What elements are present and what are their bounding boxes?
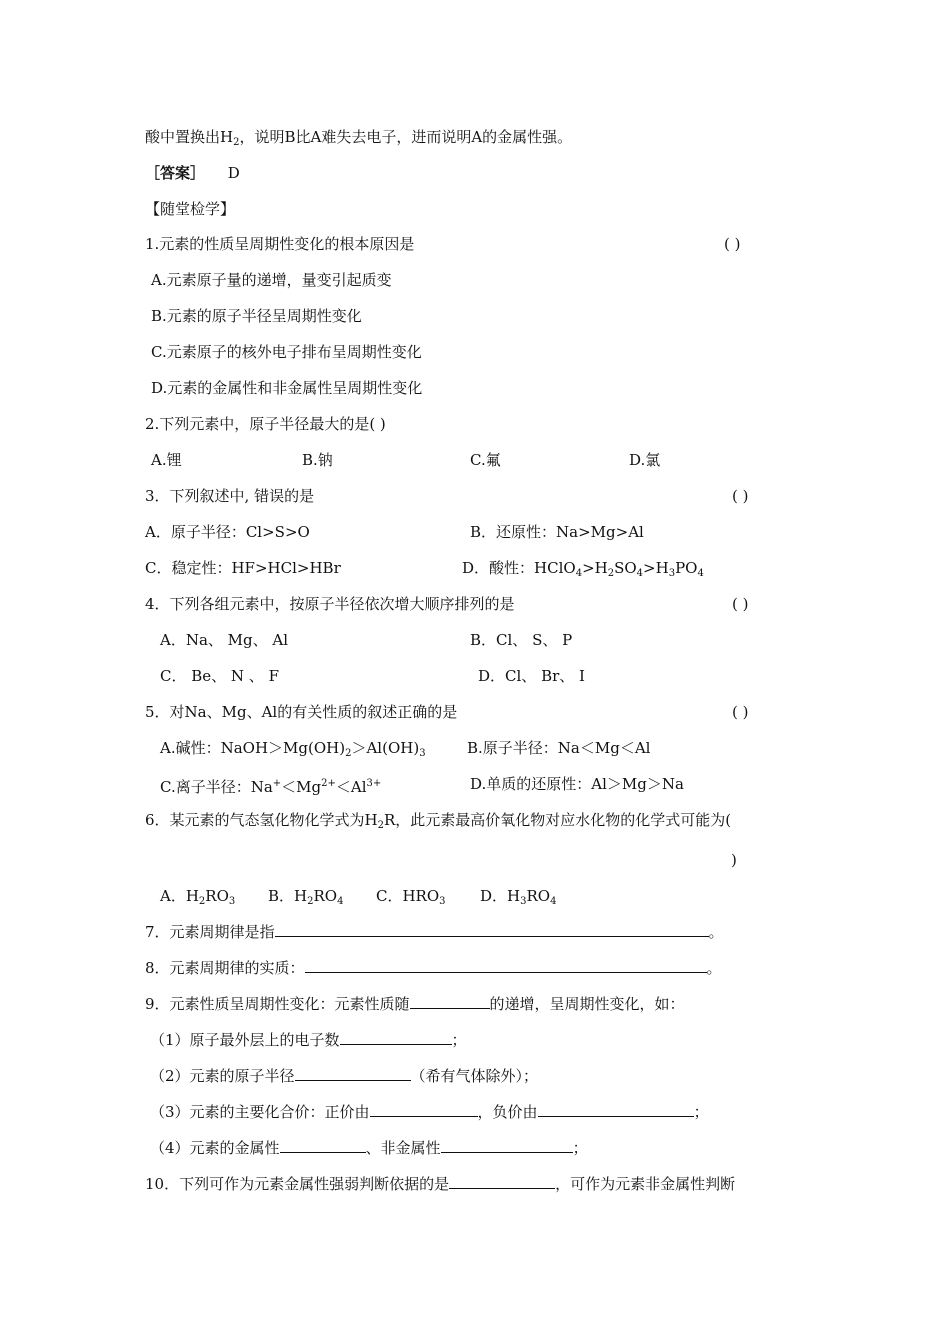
q10-stem: 10．下列可作为元素金属性强弱判断依据的是 [145, 1175, 450, 1193]
q6-b-text: B．H [268, 887, 308, 905]
q9-p3-text: （3）元素的主要化合价：正价由 [150, 1103, 370, 1121]
q10-stem: ，可作为元素非金属性判断 [555, 1175, 736, 1193]
answer-blank[interactable] [275, 922, 709, 937]
subscript: 3 [520, 896, 527, 907]
q6-option-c [376, 886, 446, 912]
q9-p4-end: ； [572, 1139, 588, 1157]
q3-d-text: >H [582, 559, 608, 577]
q2-option-c: C.氟 [470, 451, 501, 469]
q9-p1-text: （1）原子最外层上的电子数 [150, 1031, 340, 1049]
subscript: 2 [345, 748, 352, 759]
q6-c-text: C．HRO [376, 887, 440, 905]
q3-d-text: PO [675, 559, 698, 577]
answer-blank[interactable] [441, 1138, 573, 1153]
q6-d-text: RO [526, 887, 551, 905]
q2-option-d: D.氯 [629, 451, 661, 469]
section-title: 【随堂检学】 [145, 200, 236, 218]
q1-answer-paren: ( ) [724, 235, 741, 253]
q9-p1-end: ； [451, 1031, 467, 1049]
q3-option-b: B．还原性：Na>Mg>Al [470, 523, 644, 541]
superscript: 2+ [321, 778, 336, 789]
q7-stem: 7．元素周期律是指 [145, 923, 275, 941]
q6-option-d [480, 886, 556, 912]
q4-option-b: B．Cl、 S、 P [470, 631, 573, 649]
subscript: 3 [228, 896, 236, 907]
q4-answer-paren: ( ) [732, 595, 749, 613]
subscript: 4 [575, 568, 583, 579]
answer-value: D [227, 164, 240, 182]
q3-answer-paren: ( ) [732, 487, 749, 505]
q3-option-c: C．稳定性：HF>HCl>HBr [145, 559, 341, 577]
q9-stem: 9．元素性质呈周期性变化：元素性质随 [145, 995, 410, 1013]
subscript: 2 [307, 896, 314, 907]
q5-option-a [160, 738, 426, 764]
answer-blank[interactable] [305, 958, 707, 973]
q5-c-text: C.离子半径：Na [160, 778, 273, 796]
q5-c-text: ＜Mg [281, 778, 322, 796]
q4-stem: 4．下列各组元素中，按原子半径依次增大顺序排列的是 [145, 595, 515, 613]
q5-a-text: ＞Al(OH) [351, 739, 420, 757]
answer-blank[interactable] [449, 1174, 555, 1189]
superscript: 3+ [366, 778, 382, 789]
intro-line [145, 127, 572, 153]
q3-d-text: D．酸性：HClO [462, 559, 576, 577]
q9-line [145, 994, 685, 1014]
answer-label: ［答案］ [145, 164, 206, 182]
q7-line [145, 922, 724, 942]
q1-stem: 1.元素的性质呈周期性变化的根本原因是 [145, 235, 415, 253]
subscript: 4 [550, 896, 557, 907]
subscript: 2 [607, 568, 615, 579]
answer-blank[interactable] [538, 1102, 694, 1117]
q2-option-b: B.钠 [302, 451, 333, 469]
q6-d-text: D．H [480, 887, 521, 905]
q6-text: R，此元素最高价氧化物对应水化物的化学式可能为( [384, 811, 732, 829]
q6-a-text: A．H [160, 887, 199, 905]
answer-blank[interactable] [410, 994, 490, 1009]
q6-stem [145, 810, 731, 836]
intro-text-b: ，说明B比A难失去电子，进而说明A的金属性强。 [239, 128, 573, 146]
q9-stem: 的递增，呈周期性变化，如： [489, 995, 685, 1013]
q1-option-c: C.元素原子的核外电子排布呈周期性变化 [151, 343, 422, 361]
answer-blank[interactable] [340, 1030, 452, 1045]
intro-text-a: 酸中置换出H [145, 128, 234, 146]
q6-option-a [160, 886, 235, 912]
q9-p4-text: （4）元素的金属性 [150, 1139, 280, 1157]
q9-part-2 [150, 1066, 538, 1086]
q4-option-a: A．Na、 Mg、 Al [160, 631, 289, 649]
q5-answer-paren: ( ) [732, 703, 749, 721]
subscript: 2 [377, 820, 385, 831]
q8-stem: 8．元素周期律的实质： [145, 959, 305, 977]
q9-part-3 [150, 1102, 709, 1122]
q4-option-c: C． Be、 N 、 F [160, 667, 279, 685]
q2-stem: 2.下列元素中，原子半径最大的是( ) [145, 415, 386, 433]
q8-line [145, 958, 722, 978]
q1-option-d: D.元素的金属性和非金属性呈周期性变化 [151, 379, 423, 397]
q6-a-text: RO [205, 887, 229, 905]
q9-part-4 [150, 1138, 588, 1158]
q1-option-b: B.元素的原子半径呈周期性变化 [151, 307, 362, 325]
answer-blank[interactable] [370, 1102, 478, 1117]
q7-end: 。 [708, 923, 724, 941]
answer-blank[interactable] [280, 1138, 366, 1153]
q9-part-1 [150, 1030, 467, 1050]
q9-p3-text: ，负价由 [477, 1103, 538, 1121]
q9-p3-end: ； [693, 1103, 709, 1121]
q3-d-text: SO [614, 559, 637, 577]
q5-a-text: A.碱性：NaOH＞Mg(OH) [160, 739, 346, 757]
q9-p4-text: 、非金属性 [365, 1139, 441, 1157]
q9-p2-text: （2）元素的原子半径 [150, 1067, 295, 1085]
subscript: 3 [439, 896, 446, 907]
q3-option-d [462, 558, 704, 584]
subscript: 3 [419, 748, 426, 759]
q4-option-d: D．Cl、 Br、 I [478, 667, 585, 685]
q5-option-b: B.原子半径：Na＜Mg＜Al [467, 739, 651, 757]
q8-end: 。 [706, 959, 722, 977]
q6-text: 6．某元素的气态氢化物化学式为H [145, 811, 378, 829]
q9-p2-end: （希有气体除外）； [410, 1067, 539, 1085]
q3-stem: 3．下列叙述中, 错误的是 [145, 487, 315, 505]
intro-subscript: 2 [233, 137, 240, 148]
q5-option-c [160, 774, 381, 797]
q1-option-a: A.元素原子量的递增，量变引起质变 [151, 271, 392, 289]
superscript: + [272, 778, 282, 789]
q2-option-a: A.锂 [151, 451, 182, 469]
q5-stem: 5．对Na、Mg、Al的有关性质的叙述正确的是 [145, 703, 458, 721]
q6-answer-paren-close: ) [731, 851, 737, 869]
subscript: 4 [636, 568, 644, 579]
q6-option-b [268, 886, 343, 912]
subscript: 2 [198, 896, 206, 907]
answer-blank[interactable] [295, 1066, 411, 1081]
subscript: 4 [697, 568, 704, 579]
q5-option-d: D.单质的还原性：Al＞Mg＞Na [470, 775, 684, 793]
q3-option-a: A．原子半径：Cl>S>O [145, 523, 310, 541]
q5-c-text: ＜Al [335, 778, 367, 796]
q10-line [145, 1174, 735, 1194]
q3-d-text: >H [643, 559, 669, 577]
subscript: 4 [337, 896, 344, 907]
answer-line [145, 163, 240, 183]
q6-b-text: RO [313, 887, 338, 905]
subscript: 3 [668, 568, 676, 579]
